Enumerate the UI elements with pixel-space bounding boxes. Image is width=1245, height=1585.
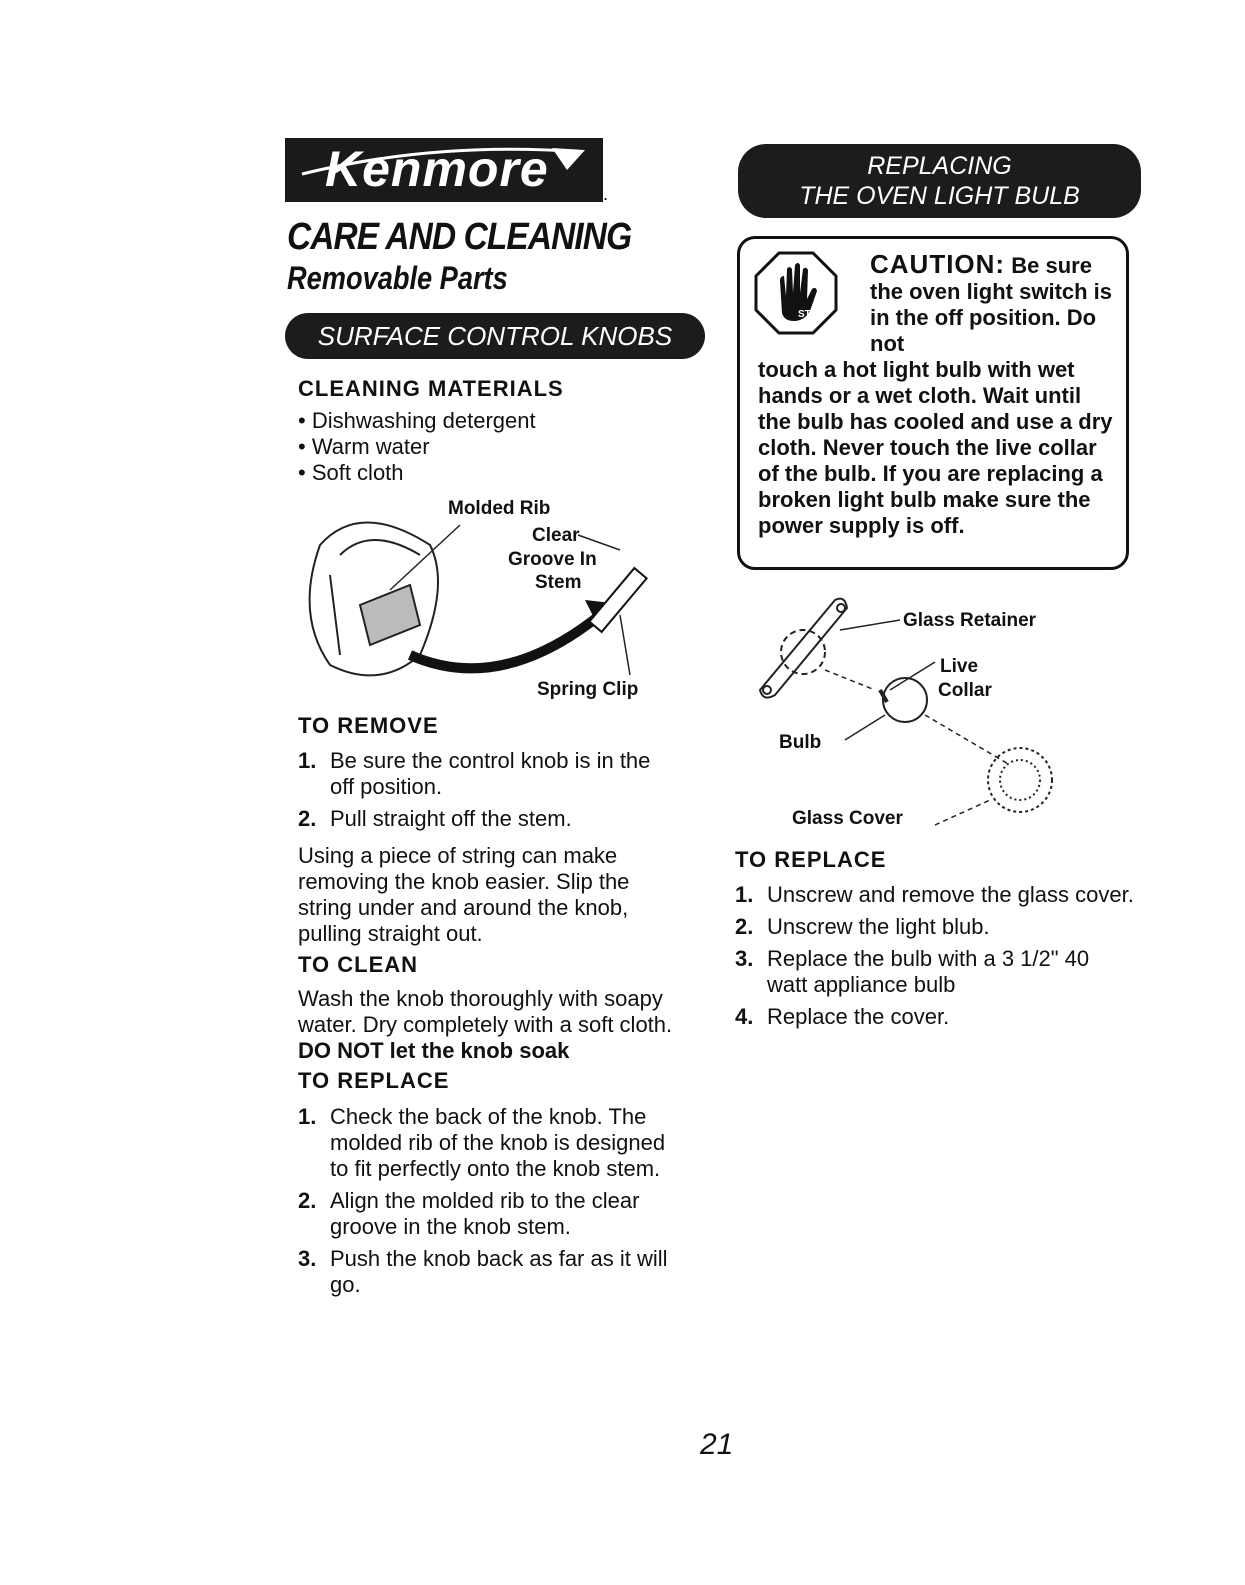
list-item: 2. Align the molded rib to the clear groove in the knob stem.	[298, 1188, 640, 1239]
section-banner-bulb	[738, 144, 1141, 218]
section-banner-knobs: SURFACE CONTROL KNOBS	[285, 313, 705, 359]
clean-heading: TO CLEAN	[298, 952, 419, 977]
remove-note: Using a piece of string can make removing the knob easier. Slip the string under and around the knob, pulling straight out.	[298, 843, 630, 946]
banner-line-1: REPLACING	[867, 152, 1012, 180]
knob-replace-steps	[298, 1104, 678, 1304]
knob-shape	[310, 523, 438, 676]
page-number: 21	[700, 1428, 734, 1461]
stem-shape	[589, 568, 646, 632]
caution-box	[737, 236, 1129, 570]
caution-head-text: Be sure the oven light switch is in the off position. Do not	[870, 253, 1113, 356]
stop-text: STOP!	[798, 309, 829, 320]
list-item: 3. Replace the bulb with a 3 1/2" 40 watt appliance bulb	[735, 946, 1090, 997]
label-clear: Clear	[532, 525, 580, 546]
glass-retainer-shape	[760, 599, 847, 698]
page-title: CARE AND CLEANING	[287, 216, 632, 258]
list-item: • Dishwashing detergent	[298, 408, 536, 433]
knob-replace-heading: TO REPLACE	[298, 1068, 450, 1093]
label-stem: Stem	[535, 572, 582, 593]
remove-steps	[298, 748, 678, 838]
materials-list	[298, 408, 536, 486]
bulb-replace-heading: TO REPLACE	[735, 847, 887, 872]
clean-text: Wash the knob thoroughly with soapy water. Dry completely with a soft cloth.	[298, 986, 673, 1037]
bulb-replace-steps	[735, 882, 1135, 1036]
list-item: 1. Be sure the control knob is in the off position.	[298, 748, 651, 799]
label-bulb: Bulb	[779, 732, 822, 753]
clean-warning: DO NOT let the knob soak	[298, 1038, 570, 1063]
label-collar: Collar	[938, 680, 992, 701]
caution-label: CAUTION:	[870, 249, 1006, 279]
logo-trademark-dot: .	[603, 184, 609, 204]
list-item: 1. Check the back of the knob. The molded rib of the knob is designed to fit perfectly onto the knob stem.	[298, 1104, 666, 1181]
label-molded-rib: Molded Rib	[448, 498, 551, 519]
caution-head	[870, 251, 1116, 357]
list-item: 1. Unscrew and remove the glass cover.	[735, 882, 1134, 907]
label-glass-retainer: Glass Retainer	[903, 610, 1037, 631]
materials-heading: CLEANING MATERIALS	[298, 376, 564, 401]
knob-diagram	[300, 505, 690, 700]
banner-line-2: THE OVEN LIGHT BULB	[799, 182, 1080, 210]
bulb-shape	[883, 678, 927, 722]
arrow-shape	[410, 615, 600, 668]
stop-hand-icon	[754, 251, 838, 335]
list-item: 4. Replace the cover.	[735, 1004, 950, 1029]
remove-heading: TO REMOVE	[298, 713, 439, 738]
list-item: • Soft cloth	[298, 460, 404, 485]
list-item: 2. Unscrew the light blub.	[735, 914, 990, 939]
label-glass-cover: Glass Cover	[792, 808, 903, 829]
logo-text: Kenmore	[325, 141, 549, 197]
list-item: 2. Pull straight off the stem.	[298, 806, 572, 831]
list-item: • Warm water	[298, 434, 430, 459]
list-item: 3. Push the knob back as far as it will go.	[298, 1246, 668, 1297]
label-live: Live	[940, 656, 979, 677]
label-spring-clip: Spring Clip	[537, 679, 639, 700]
kenmore-logo	[285, 138, 603, 202]
page-subtitle: Removable Parts	[287, 260, 508, 296]
label-groove: Groove In	[508, 549, 597, 570]
caution-body: touch a hot light bulb with wet hands or a wet cloth. Wait until the bulb has cooled and use a dry cloth. Never touch the live collar of the bulb. If you are replacing a broken light bulb make sure the power supply is off.	[758, 357, 1113, 538]
